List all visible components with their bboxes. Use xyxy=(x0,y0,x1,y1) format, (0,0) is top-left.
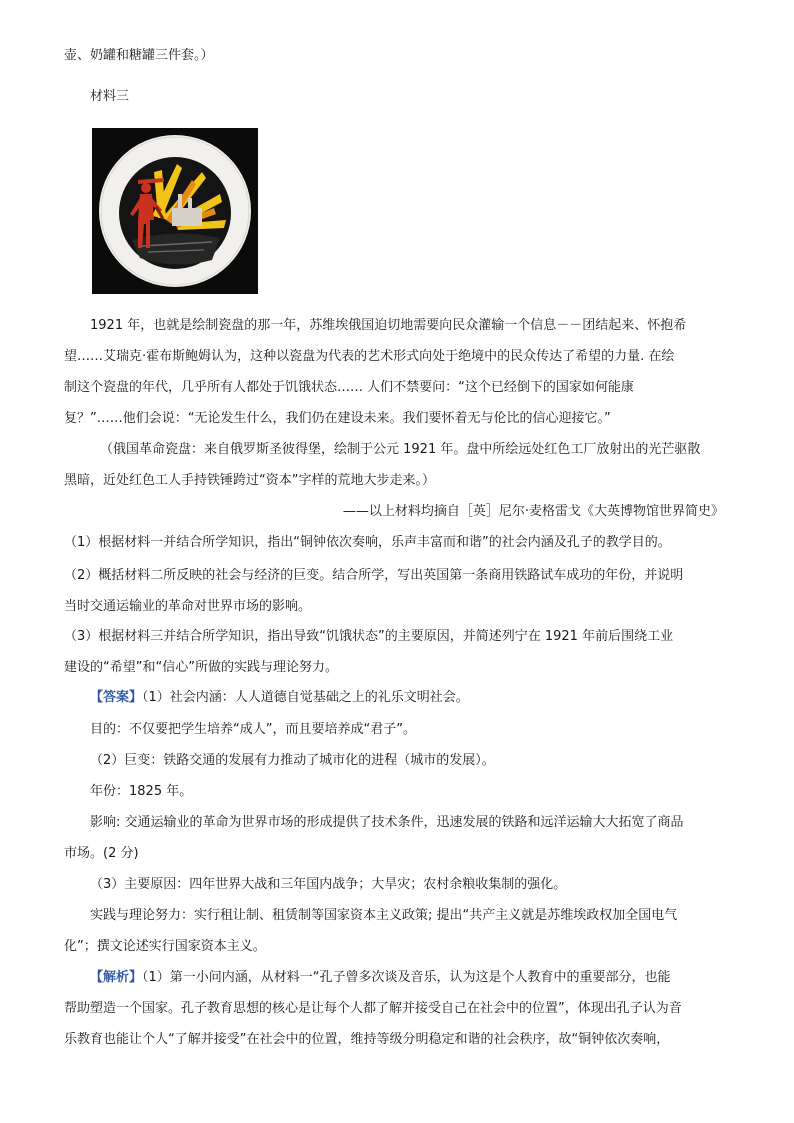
answer-line: （3）主要原因：四年世界大战和三年国内战争；大旱灾；农村余粮收集制的强化。 xyxy=(90,877,567,892)
answer-line: 影响: 交通运输业的革命为世界市场的形成提供了技术条件，迅速发展的铁路和远洋运输大大拓宽了商品 xyxy=(90,815,684,830)
answer-line: 实践与理论努力：实行租让制、租赁制等国家资本主义政策; 提出“共产主义就是苏维埃政权加全国电气 xyxy=(90,908,678,923)
material-label: 材料三 xyxy=(90,89,130,104)
answer-tag: 【答案】 xyxy=(90,690,143,705)
caption-line: 黑暗，近处红色工人手持铁锤跨过“资本”字样的荒地大步走来。） xyxy=(64,473,435,488)
source-citation: ——以上材料均摘自［英］尼尔·麦格雷戈《大英博物馆世界简史》 xyxy=(342,504,724,519)
analysis-text: （1）第一小问内涵，从材料一“孔子曾多次谈及音乐，认为这是个人教育中的重要部分，也能 xyxy=(142,970,671,985)
answer-text: （1）社会内涵：人人道德自觉基础之上的礼乐文明社会。 xyxy=(142,690,469,705)
paragraph-line: 望……艾瑞克·霍布斯鲍姆认为，这种以瓷盘为代表的艺术形式向处于绝境中的民众传达了希望的力量. 在绘 xyxy=(64,349,675,364)
text-line: 壶、奶罐和糖罐三件套。） xyxy=(64,48,214,63)
paragraph-line: 制这个瓷盘的年代，几乎所有人都处于饥饿状态…… 人们不禁要问：“这个已经倒下的国家如何能康 xyxy=(64,380,634,395)
question-line: 建设的“希望”和“信心”所做的实践与理论努力。 xyxy=(64,660,338,675)
paragraph-line: 1921 年，也就是绘制瓷盘的那一年，苏维埃俄国迫切地需要向民众灌输一个信息－－团结起来、怀抱希 xyxy=(90,318,687,333)
question-line: （3）根据材料三并结合所学知识，指出导致“饥饿状态”的主要原因，并简述列宁在 1921 年前后围绕工业 xyxy=(64,629,674,644)
analysis-line xyxy=(90,968,671,988)
answer-line: （2）巨变：铁路交通的发展有力推动了城市化的进程（城市的发展）。 xyxy=(90,753,495,768)
answer-line: 年份：1825 年。 xyxy=(90,784,193,799)
revolution-plate-image xyxy=(92,128,258,294)
question-line: （2）概括材料二所反映的社会与经济的巨变。结合所学，写出英国第一条商用铁路试车成功的年份，并说明 xyxy=(64,568,684,583)
answer-line xyxy=(90,688,469,708)
answer-line: 目的：不仅要把学生培养“成人”，而且要培养成“君子”。 xyxy=(90,722,416,737)
answer-line: 化”；撰文论述实行国家资本主义。 xyxy=(64,939,266,954)
analysis-line: 乐教育也能让个人“了解并接受”在社会中的位置，维持等级分明稳定和谐的社会秩序，故“铜钟依次奏响， xyxy=(64,1032,670,1047)
question-line: 当时交通运输业的革命对世界市场的影响。 xyxy=(64,599,312,614)
caption-line: （俄国革命瓷盘：来自俄罗斯圣彼得堡，绘制于公元 1921 年。盘中所绘远处红色工厂放射出的光芒驱散 xyxy=(100,442,701,457)
answer-line: 市场。(2 分) xyxy=(64,846,139,861)
question-line: （1）根据材料一并结合所学知识，指出“铜钟依次奏响，乐声丰富而和谐”的社会内涵及孔子的教学目的。 xyxy=(64,535,671,550)
analysis-tag: 【解析】 xyxy=(90,970,143,985)
analysis-line: 帮助塑造一个国家。孔子教育思想的核心是让每个人都了解并接受自己在社会中的位置”，体现出孔子认为音 xyxy=(64,1001,682,1016)
paragraph-line: 复？”……他们会说：“无论发生什么，我们仍在建设未来。我们要怀着无与伦比的信心迎接它。” xyxy=(64,411,611,426)
